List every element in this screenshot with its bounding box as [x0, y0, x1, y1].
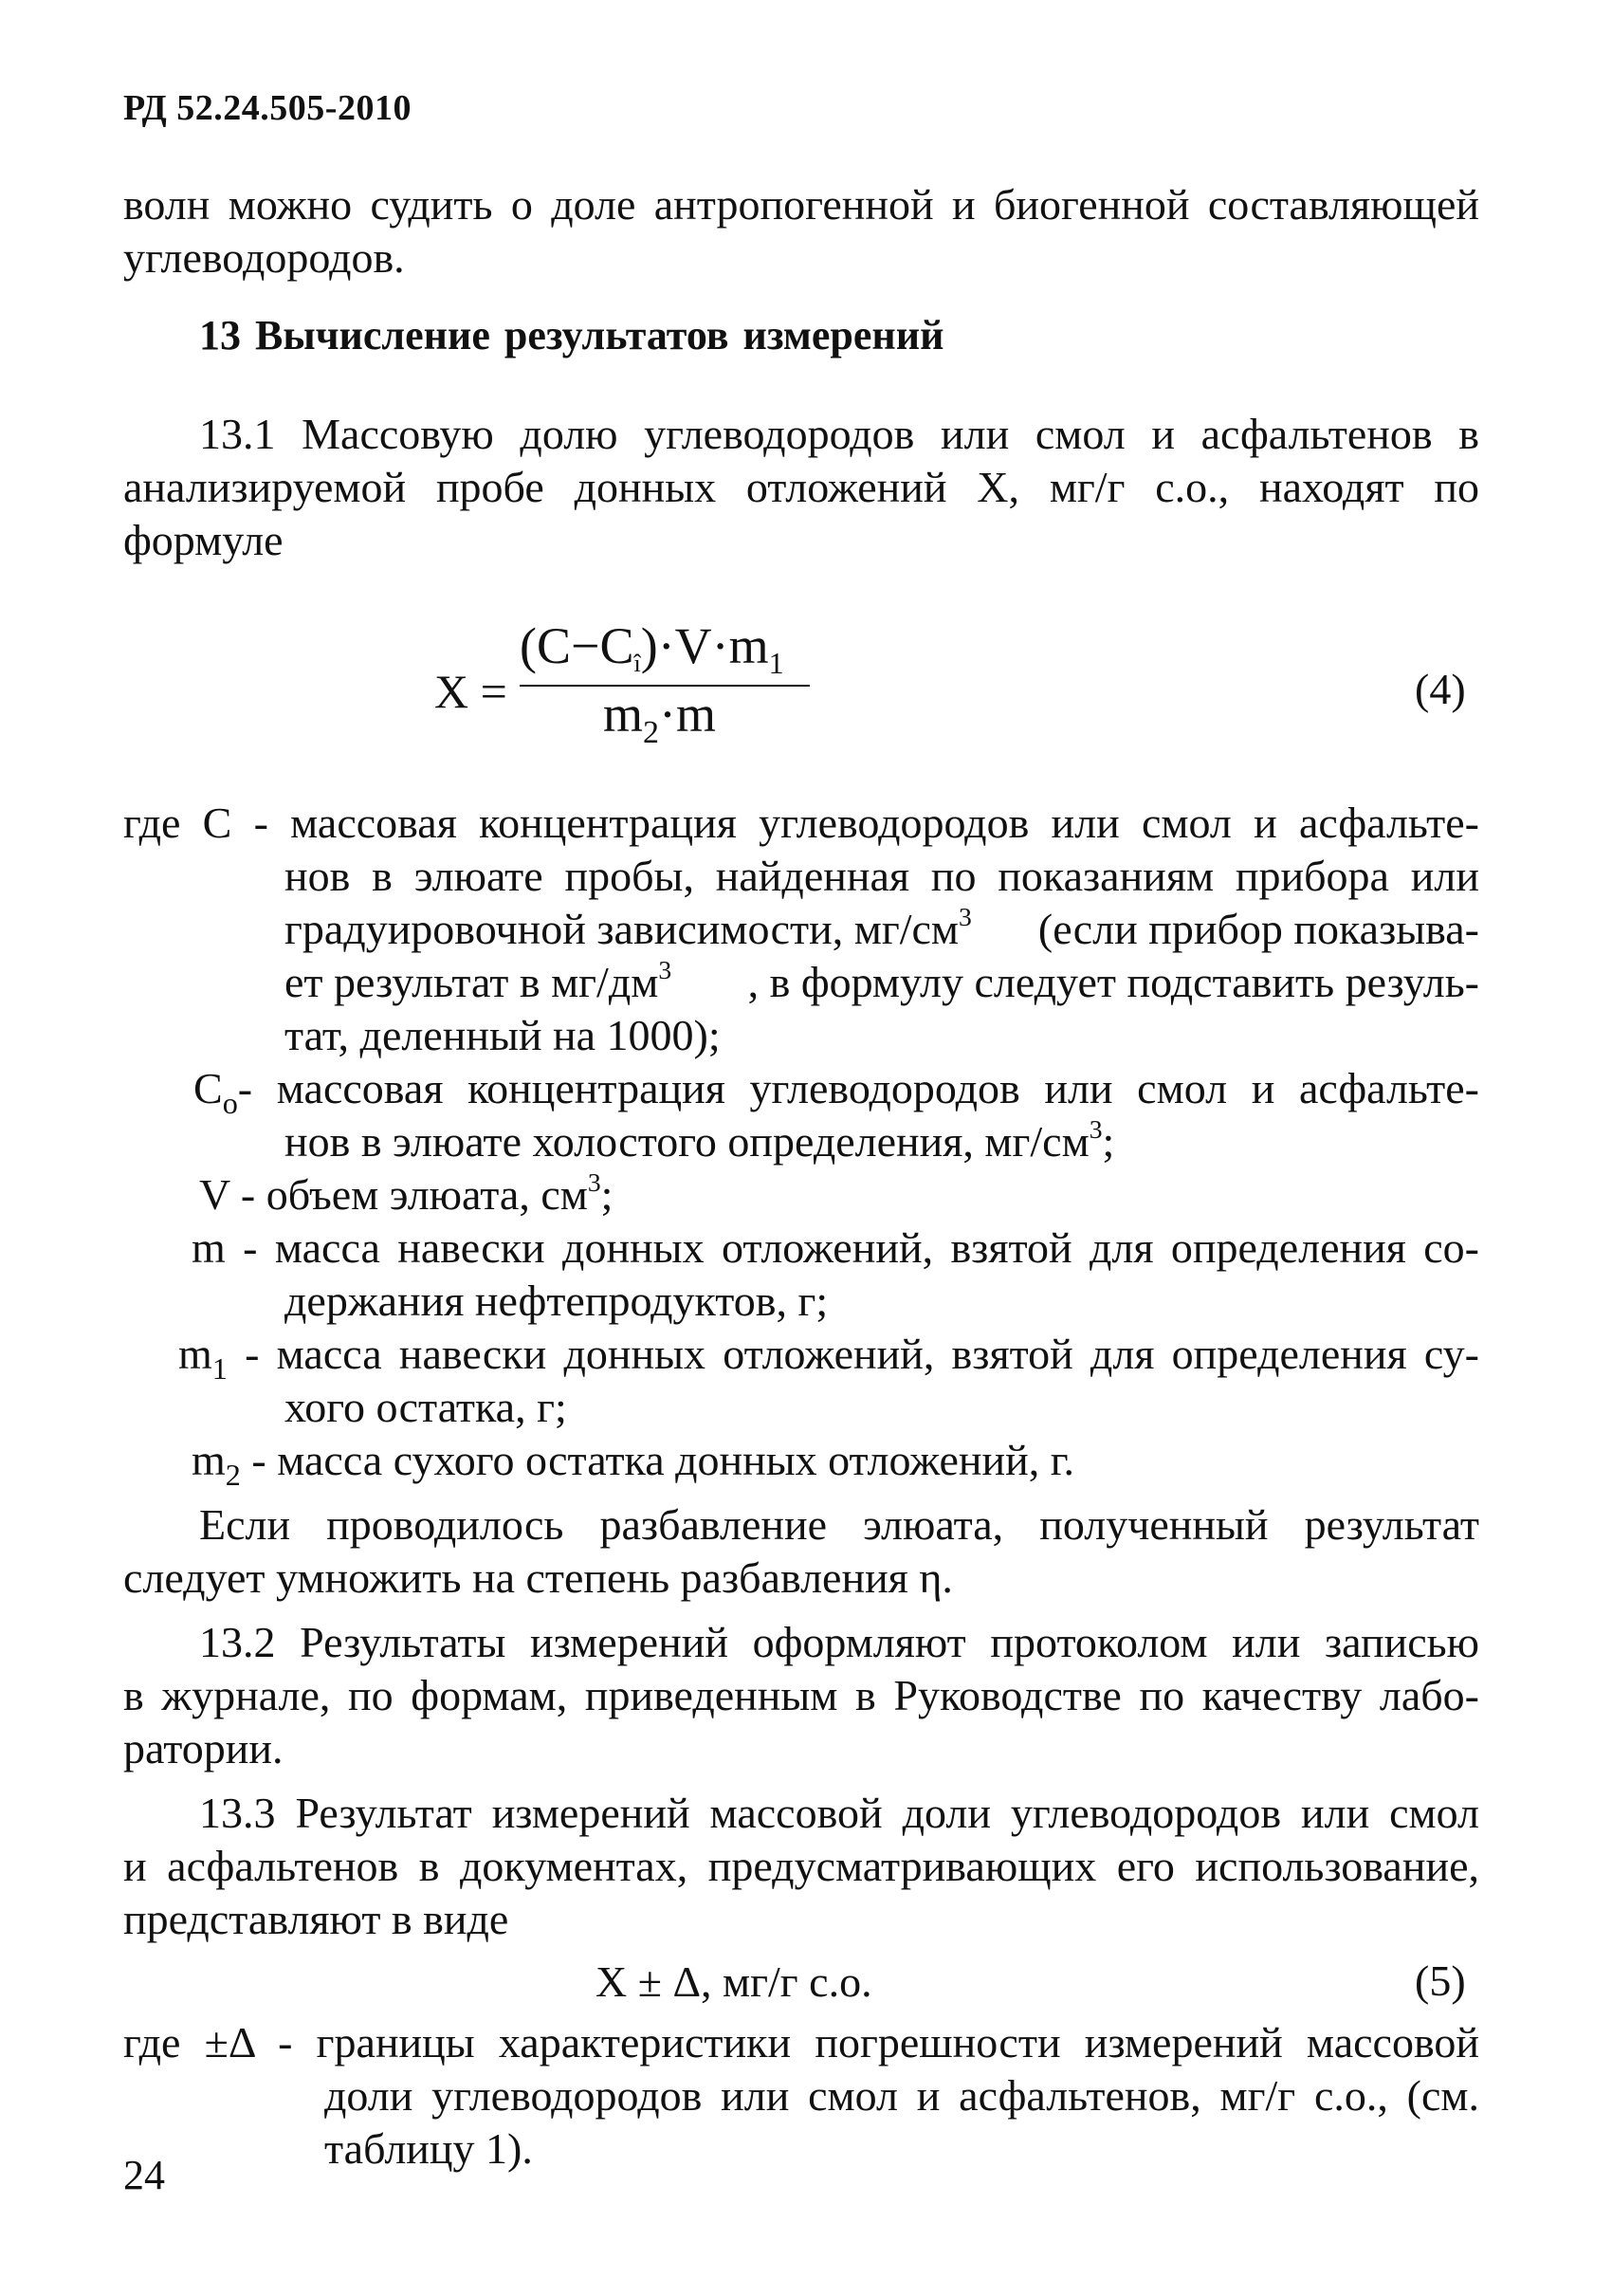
- text: - массовая концентрация углеводородов или смол и асфальте-: [237, 1064, 1479, 1112]
- where-c0-line-1: [193, 1062, 1479, 1119]
- numerator-tail: )·V·m: [640, 617, 769, 674]
- formula-4-lhs: X =: [434, 665, 507, 718]
- sub: о: [222, 1086, 238, 1121]
- page-number: 24: [123, 2152, 165, 2198]
- where-c-line-4-start: [284, 956, 671, 1015]
- denominator-tail: ·m: [659, 686, 717, 743]
- where-c-line-4: [284, 956, 1479, 1015]
- where5-line-3: таблицу 1).: [324, 2124, 533, 2173]
- p131-line-3: формуле: [123, 516, 284, 564]
- numerator-tail-sub: 1: [768, 646, 784, 681]
- where-c-line-5: тат, деленный на 1000);: [284, 1011, 721, 1059]
- text: m: [178, 1330, 212, 1378]
- p133-line-1: 13.3 Результат измерений массовой доли углеводородов или смол: [199, 1789, 1479, 1837]
- equation-number-5: (5): [1415, 1956, 1466, 2005]
- p132-line-1: 13.2 Результаты измерений оформляют протоколом или записью: [199, 1618, 1479, 1666]
- where-m1-line-1: [178, 1328, 1479, 1385]
- text: градуировочной зависимости, мг/см: [284, 905, 960, 953]
- text: ;: [1102, 1117, 1115, 1166]
- text: - масса сухого остатка донных отложений, г.: [240, 1436, 1074, 1484]
- sup: 3: [1089, 1113, 1103, 1144]
- p132-line-2: в журнале, по формам, приведенным в Руководстве по качеству лабо-: [123, 1671, 1479, 1719]
- where-c-line-3-start: [284, 903, 972, 962]
- where-v-line: [199, 1168, 613, 1227]
- numerator-part: (C−C: [520, 617, 634, 674]
- intro-line-2: углеводородов.: [123, 233, 405, 282]
- p131-line-2: анализируемой пробе донных отложений Х, мг/г с.о., находят по: [123, 463, 1479, 511]
- text: ;: [600, 1170, 614, 1219]
- where-m-line-2: держания нефтепродуктов, г;: [284, 1277, 829, 1325]
- where-c-line-2: нов в элюате пробы, найденная по показаниям прибора или: [284, 852, 1479, 900]
- document-code-header: РД 52.24.505-2010: [123, 88, 412, 128]
- sup: 3: [587, 1166, 601, 1197]
- sup: 3: [959, 901, 972, 931]
- where-c-line-3-end: (если прибор показыва-: [1037, 905, 1479, 953]
- p132-line-3: ратории.: [123, 1724, 284, 1773]
- denominator-sub: 2: [643, 714, 660, 750]
- dilution-line-2: следует умножить на степень разбавления η.: [123, 1553, 953, 1602]
- sub: 1: [211, 1351, 228, 1387]
- sub: 2: [225, 1458, 241, 1493]
- where5-line-2: доли углеводородов или смол и асфальтенов, мг/г с.о., (см.: [324, 2071, 1479, 2120]
- where-m-line-1: m - масса навески донных отложений, взятой для определения со-: [192, 1223, 1479, 1272]
- text: V - объем элюата, см: [199, 1170, 588, 1219]
- sup: 3: [658, 954, 672, 984]
- formula-5: X ± Δ, мг/г с.о.: [595, 1957, 872, 2006]
- where-m1-line-2: хого остатка, г;: [284, 1383, 567, 1431]
- formula-4-denominator: [603, 685, 717, 750]
- text: m: [192, 1436, 226, 1484]
- text: - масса навески донных отложений, взятой для определения су-: [227, 1330, 1479, 1378]
- numerator-sub: î: [633, 650, 641, 678]
- dilution-line-1: Если проводилось разбавление элюата, полученный результат: [199, 1500, 1479, 1549]
- where-c0-line-2: [284, 1115, 1114, 1174]
- formula-4-numerator: [520, 616, 784, 681]
- denominator-part: m: [603, 686, 644, 743]
- text: ет результат в мг/дм: [284, 958, 659, 1006]
- where5-line-1: где ±Δ - границы характеристики погрешности измерений массовой: [123, 2018, 1479, 2066]
- section-heading: 13 Вычисление результатов измерений: [199, 312, 944, 358]
- where-c-line-4-end: , в формулу следует подставить резуль-: [747, 958, 1479, 1006]
- where-c-line-3: [284, 903, 1479, 962]
- p133-line-2: и асфальтенов в документах, предусматривающих его использование,: [123, 1842, 1479, 1890]
- text: С: [193, 1064, 223, 1112]
- where-c-line-1: где С - массовая концентрация углеводородов или смол и асфальте-: [123, 799, 1479, 847]
- intro-line-1: волн можно судить о доле антропогенной и биогенной составляющей: [123, 180, 1479, 229]
- text: нов в элюате холостого определения, мг/см: [284, 1117, 1090, 1166]
- equation-number-4: (4): [1415, 665, 1466, 713]
- p133-line-3: представляют в виде: [123, 1895, 509, 1943]
- p131-line-1: 13.1 Массовую долю углеводородов или смол и асфальтенов в: [199, 410, 1479, 458]
- where-m2-line: [192, 1434, 1074, 1491]
